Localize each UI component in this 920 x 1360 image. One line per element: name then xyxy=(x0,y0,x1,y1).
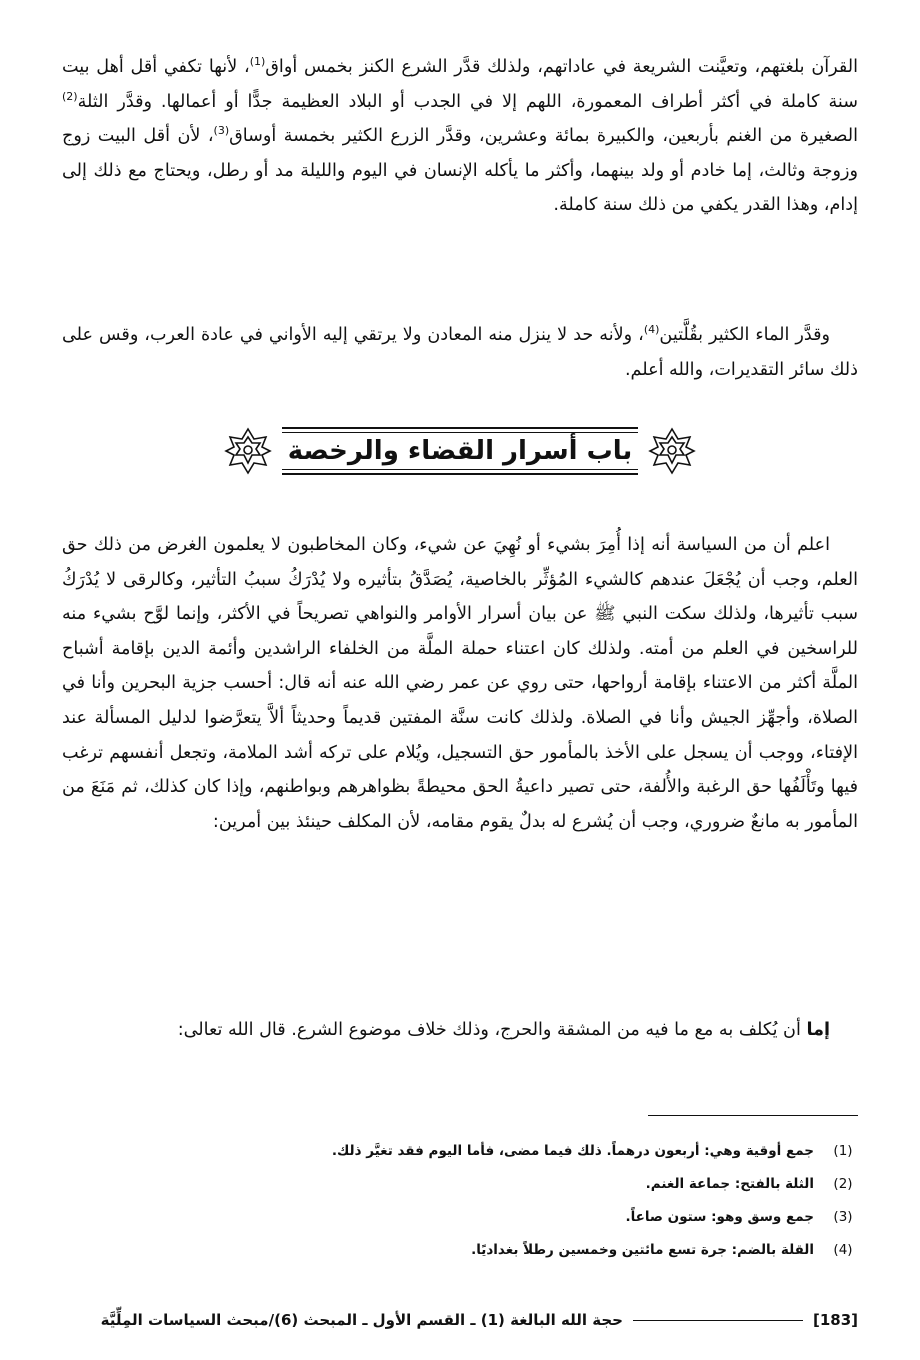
footnote-divider xyxy=(648,1115,858,1116)
paragraph-2-text-a: وقدَّر الماء الكثير بقُلَّتين xyxy=(659,325,830,345)
footnote-ref-4[interactable]: (4) xyxy=(643,323,660,337)
paragraph-4 xyxy=(62,1013,858,1048)
paragraph-1-text-c: الصغيرة من الغنم بأربعين، والكبيرة بمائة وعشرين، وقدَّر الزرع الكثير بخمسة أوساق xyxy=(229,126,859,147)
paragraph-2 xyxy=(62,318,858,387)
section-heading-block xyxy=(62,427,858,475)
footnote-text: الثلة بالفتح: جماعة الغنم. xyxy=(645,1176,814,1192)
paragraph-3: اعلم أن من السياسة أنه إذا أُمِرَ بشيء أو نُهِيَ عن شيء، وكان المخاطبون لا يعلمون الغرض من ذلك حق العلم، وجب أن يُجْعَلَ عندهم كالشيء المُؤثِّر بالخاصية، يُصَدَّقُ بتأثيره ولا يُدْرَكُ سببُ التأثير، وكالرقى لا يُدْرَكُ سبب تأثيرها، ولذلك سكت النبي ﷺ عن بيان أسرار الأوامر والنواهي تصريحاً في الأكثر، وإنما لوَّح بشيء منه للراسخين في العلم من أمته. ولذلك كان اعتناء حملة الملَّة من الخلفاء الراشدين وأئمة الدين بإقامة أشباح الملَّة أكثر من الاعتناء بإقامة أرواحها، حتى روي عن عمر رضي الله عنه أنه قال: أحسب جزية البحرين وأنا في الصلاة، وأجهِّز الجيش وأنا في الصلاة. ولذلك كانت سنَّة المفتين قديماً وحديثاً ألاَّ يتعرَّضوا لدليل المسألة عند الإفتاء، ووجب أن يسجل على الأخذ بالمأمور حق التسجيل، ويُلام على تركه أشد الملامة، وتجعل أنفسهم ترغب فيها وتَأْلَفُها حق الرغبة والأُلفة، حتى تصير داعيةُ الحق محيطةً بظواهرهم وبواطنهم، وإذا كان كذلك، ثم مَنَعَ من المأمور به مانعٌ ضروري، وجب أن يُشرع له بدلٌ يقوم مقامه، لأن المكلف حينئذ بين أمرين: xyxy=(62,535,858,832)
paragraph-4-lead: إما xyxy=(806,1020,830,1040)
footnote-number: (3) xyxy=(833,1209,853,1225)
footnote-number: (4) xyxy=(833,1242,853,1258)
footnote-text: جمع وسق وهو: ستون صاعاً. xyxy=(625,1209,814,1225)
footnote-ref-3[interactable]: (3) xyxy=(213,124,230,138)
running-title: حجة الله البالغة (1) ـ القسم الأول ـ المبحث (6)/مبحث السياسات المِلِّيَّة xyxy=(100,1311,623,1329)
page-number: [183] xyxy=(812,1311,858,1329)
star-ornament-icon xyxy=(648,427,696,475)
footnote-number: (2) xyxy=(833,1176,853,1192)
paragraph-1-text-d: ، لأن أقل البيت زوج وزوجة وثالث، إما خادم أو ولد بينهما، وأكثر ما يأكله الإنسان في اليوم والليلة مد أو رطل، ويحتاج مع ذلك إلى إدام، وهذا القدر يكفي من ذلك سنة كاملة. xyxy=(62,126,858,216)
paragraph-1-text-a: القرآن بلغتهم، وتعيَّنت الشريعة في عاداتهم، ولذلك قدَّر الشرع الكنز بخمس أواق xyxy=(265,57,858,77)
book-page xyxy=(62,0,858,1360)
footnote-text: جمع أوقية وهي: أربعون درهماً. ذلك فيما مضى، فأما اليوم فقد تغيَّر ذلك. xyxy=(331,1143,814,1159)
page-footer xyxy=(62,1300,858,1340)
paragraph-1-text-b: ، لأنها تكفي أقل أهل بيت سنة كاملة في أكثر أطراف المعمورة، اللهم إلا في الجدب أو البلاد العظيمة جدًّا أو أعمالها. وقدَّر الثلة xyxy=(62,57,858,112)
footnote-text: القلة بالضم: جرة تسع مائتين وخمسين رطلاً بغداديًا. xyxy=(471,1242,814,1258)
footnote-ref-1[interactable]: (1) xyxy=(249,55,266,69)
footnote-ref-2[interactable]: (2) xyxy=(62,89,78,103)
section-title: باب أسرار القضاء والرخصة xyxy=(282,427,639,475)
footnote-item xyxy=(62,1234,858,1267)
footnote-item xyxy=(62,1201,858,1234)
footnote-item xyxy=(62,1135,858,1168)
paragraph-4-text: أن يُكلف به مع ما فيه من المشقة والحرج، وذلك خلاف موضوع الشرع. قال الله تعالى: xyxy=(177,1020,807,1040)
paragraph-2-text-b: ، ولأنه حد لا ينزل منه المعادن ولا يرتقي إليه الأواني في عادة العرب، وقس على ذلك سائر التقديرات، والله أعلم. xyxy=(62,325,858,380)
footnote-item xyxy=(62,1168,858,1201)
footnote-number: (1) xyxy=(833,1143,853,1159)
paragraph-1 xyxy=(62,50,858,223)
star-ornament-icon xyxy=(224,427,272,475)
footnotes-list xyxy=(62,1135,858,1267)
footer-line xyxy=(633,1320,803,1321)
